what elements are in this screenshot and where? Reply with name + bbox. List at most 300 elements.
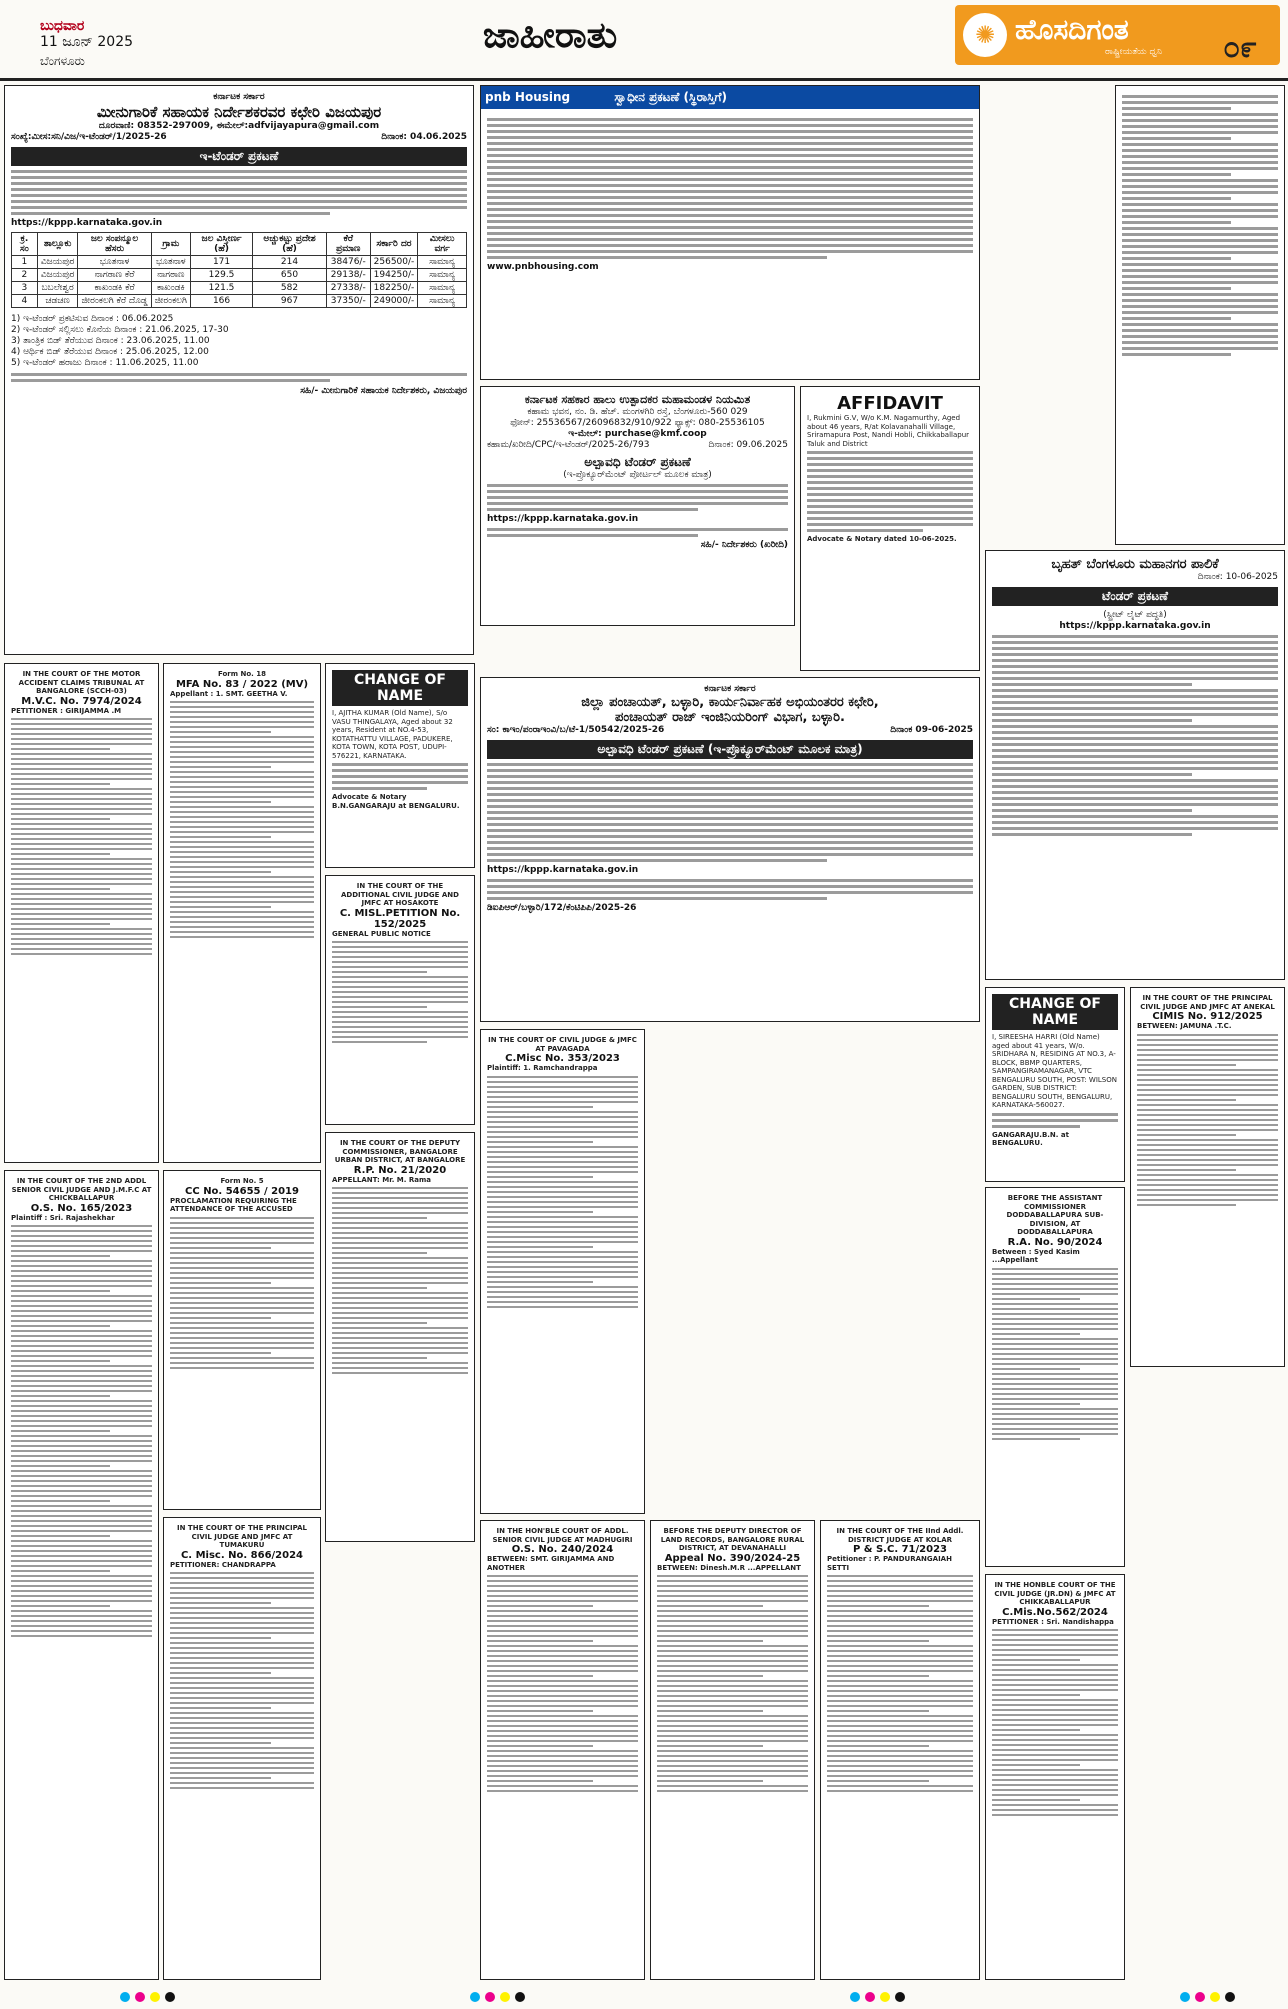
text-line <box>1137 1184 1278 1186</box>
text-line <box>487 1251 638 1253</box>
court-case-number: CIMIS No. 912/2025 <box>1152 1011 1263 1022</box>
text-line <box>827 1600 973 1602</box>
text-line <box>1137 1194 1278 1196</box>
registration-mark <box>1225 1992 1235 2002</box>
text-line <box>657 1640 763 1642</box>
registration-mark <box>865 1992 875 2002</box>
text-line <box>332 1262 468 1264</box>
text-line <box>11 1255 110 1257</box>
text-line <box>332 1237 468 1239</box>
text-line <box>992 1363 1118 1365</box>
text-line <box>11 1265 152 1267</box>
text-line <box>827 1625 973 1627</box>
court-case-number: M.V.C. No. 7974/2024 <box>21 695 142 707</box>
text-line <box>170 886 314 888</box>
text-line <box>170 836 271 838</box>
text-line <box>11 1390 152 1392</box>
text-line <box>170 716 314 718</box>
table-cell: 650 <box>253 269 327 282</box>
text-line <box>827 1740 973 1742</box>
kmf-org: ಕರ್ನಾಟಕ ಸಹಕಾರ ಹಾಲು ಉತ್ಪಾದಕರ ಮಹಾಮಂಡಳ ನಿಯಮಿತ <box>524 393 751 406</box>
text-line <box>1137 1069 1278 1071</box>
text-line <box>487 1625 638 1627</box>
text-line <box>1137 1114 1278 1116</box>
text-line <box>827 1630 973 1632</box>
text-line <box>332 1197 468 1199</box>
text-line <box>992 1413 1118 1415</box>
text-line <box>170 931 314 933</box>
text-line <box>11 918 152 920</box>
text-line <box>487 1116 638 1118</box>
text-line <box>170 711 314 713</box>
text-line <box>170 1582 314 1584</box>
bbmp-subtitle: (ಸ್ಟ್ರೀಟ್ ಲೈಟ್ ಪದ್ಧತಿ) <box>1103 610 1167 620</box>
text-line <box>487 1081 638 1083</box>
table-cell: ಕಾಖಂಡಕಿ <box>151 282 190 295</box>
court-title: IN THE HONBLE COURT OF THE CIVIL JUDGE (JR.DN) & JMFC AT CHIKKABALLAPUR <box>994 1581 1116 1606</box>
text-line <box>11 1360 110 1362</box>
text-line <box>170 921 314 923</box>
text-line <box>11 1245 152 1247</box>
text-line <box>487 1655 638 1657</box>
table-cell: ಸಾಮಾನ್ಯ <box>418 295 467 308</box>
text-line <box>657 1630 808 1632</box>
court-case-number: C.Misc No. 353/2023 <box>505 1053 620 1064</box>
text-line <box>657 1610 808 1612</box>
text-line <box>11 1335 152 1337</box>
text-line <box>992 1709 1118 1711</box>
text-line <box>11 1515 152 1517</box>
text-line <box>992 1433 1118 1435</box>
text-line <box>170 1337 314 1339</box>
table-cell: 121.5 <box>190 282 252 295</box>
text-line <box>11 1405 152 1407</box>
text-line <box>487 1276 638 1278</box>
text-line <box>992 1719 1118 1721</box>
text-line <box>657 1665 808 1667</box>
bbmp-tender-notice <box>985 550 1285 980</box>
text-line <box>170 1672 271 1674</box>
text-line <box>992 1794 1118 1796</box>
text-line <box>170 1217 314 1219</box>
text-line <box>1137 1199 1278 1201</box>
text-line <box>332 1232 468 1234</box>
text-line <box>657 1645 808 1647</box>
text-line <box>11 783 110 785</box>
table-cell: 182250/- <box>370 282 418 295</box>
text-line <box>170 776 314 778</box>
text-line <box>170 706 314 708</box>
text-line <box>1137 1109 1278 1111</box>
registration-mark <box>895 1992 905 2002</box>
text-line <box>487 1121 638 1123</box>
text-line <box>170 1777 271 1779</box>
right-column-notice <box>1115 85 1285 545</box>
text-line <box>332 1342 468 1344</box>
text-line <box>11 1570 110 1572</box>
text-line <box>11 1325 110 1327</box>
court-notice <box>325 875 475 1125</box>
text-line <box>487 1226 638 1228</box>
ballari-ref: ಸಂ: ಕಾಇಂ/ಪಂರಾಇಂವಿ/ಬ/ಟೆ-1/50542/2025-26 <box>487 725 665 735</box>
text-line <box>170 1367 314 1369</box>
dept-contact: ದೂರವಾಣಿ: 08352-297009, ಈಮೇಲ್:adfvijayapura@gmail.com <box>98 121 380 131</box>
dept-name: ಮೀನುಗಾರಿಕೆ ಸಹಾಯಕ ನಿರ್ದೇಶಕರವರ ಕಛೇರಿ ವಿಜಯಪುರ <box>96 103 382 121</box>
pnb-website[interactable]: www.pnbhousing.com <box>487 262 599 272</box>
text-line <box>992 1383 1118 1385</box>
text-line <box>11 1545 152 1547</box>
text-line <box>11 813 152 815</box>
text-line <box>170 736 314 738</box>
text-line <box>1137 1049 1278 1051</box>
text-line <box>11 843 152 845</box>
table-cell: ಭೂತನಾಳ <box>151 256 190 269</box>
kmf-signature: ಸಹಿ/- ನಿರ್ದೇಶಕರು (ಖರೀದಿ) <box>700 540 788 550</box>
text-line <box>332 976 468 978</box>
text-line <box>332 946 468 948</box>
text-line <box>170 811 314 813</box>
text-line <box>11 1530 152 1532</box>
text-line <box>992 1393 1118 1395</box>
ballari-body <box>487 763 973 862</box>
text-line <box>992 1744 1118 1746</box>
change-of-name-1-sign: Advocate & Notary B.N.GANGARAJU at BENGALURU. <box>332 793 460 810</box>
text-line <box>332 1187 468 1189</box>
text-line <box>992 1428 1118 1430</box>
text-line <box>1137 1154 1278 1156</box>
text-line <box>827 1730 973 1732</box>
text-line <box>487 1710 593 1712</box>
text-line <box>827 1635 973 1637</box>
text-line <box>992 1323 1118 1325</box>
tender-notice-vijayapura <box>4 85 474 655</box>
text-line <box>332 981 468 983</box>
text-line <box>827 1610 973 1612</box>
court-title: IN THE COURT OF THE MOTOR ACCIDENT CLAIMS TRIBUNAL AT BANGALORE (SCCH-03) <box>18 670 145 695</box>
newspaper-tagline: ರಾಷ್ಟ್ರೀಯತೆಯ ಧ್ವನಿ <box>1105 47 1162 57</box>
portal-link[interactable]: https://kppp.karnataka.gov.in <box>11 218 163 228</box>
text-line <box>487 1680 638 1682</box>
text-line <box>170 781 314 783</box>
text-line <box>11 1295 152 1297</box>
text-line <box>657 1620 808 1622</box>
text-line <box>332 1337 468 1339</box>
tender-col-header: ಗ್ರಾಮ <box>151 233 190 256</box>
text-line <box>11 1535 110 1537</box>
text-line <box>827 1710 929 1712</box>
text-line <box>170 1772 314 1774</box>
text-line <box>11 1485 152 1487</box>
text-line <box>170 1322 314 1324</box>
text-line <box>992 1809 1118 1811</box>
text-line <box>1137 1164 1278 1166</box>
court-case-number: R.A. No. 90/2024 <box>1007 1236 1103 1248</box>
text-line <box>1137 1039 1278 1041</box>
text-line <box>827 1760 973 1762</box>
text-line <box>487 1615 638 1617</box>
text-line <box>992 1273 1118 1275</box>
text-line <box>170 1702 314 1704</box>
text-line <box>11 728 152 730</box>
text-line <box>11 1415 152 1417</box>
text-line <box>170 1332 314 1334</box>
text-line <box>170 1657 314 1659</box>
text-line <box>11 1575 152 1577</box>
text-line <box>487 1186 638 1188</box>
text-line <box>827 1765 973 1767</box>
text-line <box>170 1252 314 1254</box>
table-row <box>12 295 467 308</box>
text-line <box>1137 1204 1236 1206</box>
text-line <box>657 1635 808 1637</box>
text-line <box>992 1724 1118 1726</box>
text-line <box>487 1790 638 1792</box>
text-line <box>11 1470 152 1472</box>
text-line <box>170 766 271 768</box>
text-line <box>992 1714 1118 1716</box>
text-line <box>332 1257 468 1259</box>
court-title: BEFORE THE DEPUTY DIRECTOR OF LAND RECORDS, BANGALORE RURAL DISTRICT, AT DEVANAHALLI <box>660 1527 805 1552</box>
text-line <box>11 878 152 880</box>
text-line <box>170 1677 314 1679</box>
table-cell: ಸಾಮಾನ್ಯ <box>418 282 467 295</box>
text-line <box>170 1727 314 1729</box>
text-line <box>170 1352 271 1354</box>
text-line <box>170 1732 314 1734</box>
text-line <box>827 1695 973 1697</box>
text-line <box>657 1580 808 1582</box>
court-notice <box>4 663 159 1163</box>
text-line <box>332 1347 468 1349</box>
pnb-body <box>481 109 979 279</box>
text-line <box>992 1373 1118 1375</box>
text-line <box>170 926 314 928</box>
text-line <box>170 1662 314 1664</box>
text-line <box>487 1126 638 1128</box>
text-line <box>332 1282 468 1284</box>
text-line <box>170 1692 314 1694</box>
table-cell: ನಾಗಠಾಣ <box>151 269 190 282</box>
text-line <box>170 1757 314 1759</box>
text-line <box>170 1227 314 1229</box>
text-line <box>11 1550 152 1552</box>
text-line <box>11 753 152 755</box>
table-cell: ವಿಜಯಪುರ <box>37 269 78 282</box>
text-line <box>657 1730 808 1732</box>
text-line <box>487 1211 593 1213</box>
text-line <box>657 1585 808 1587</box>
text-line <box>487 1660 638 1662</box>
table-cell: ಜೀರಂಕಲಗಿ <box>151 295 190 308</box>
text-line <box>487 1151 638 1153</box>
text-line <box>1137 1169 1236 1171</box>
text-line <box>170 861 314 863</box>
text-line <box>992 1308 1118 1310</box>
text-line <box>170 1292 314 1294</box>
text-line <box>827 1645 973 1647</box>
text-line <box>332 1322 427 1324</box>
text-line <box>11 1580 152 1582</box>
table-cell: 2 <box>12 269 38 282</box>
table-cell: ವಿಜಯಪುರ <box>37 256 78 269</box>
text-line <box>332 1001 468 1003</box>
table-cell: 129.5 <box>190 269 252 282</box>
text-line <box>992 1784 1118 1786</box>
text-line <box>11 1425 152 1427</box>
text-line <box>11 1395 110 1397</box>
text-line <box>487 1740 638 1742</box>
section-title: ಜಾಹೀರಾತು <box>482 14 618 56</box>
court-title: BEFORE THE ASSISTANT COMMISSIONER DODDABALLAPURA SUB-DIVISION, AT DODDABALLAPURA <box>1006 1194 1104 1236</box>
text-line <box>11 1445 152 1447</box>
text-line <box>657 1680 808 1682</box>
pnb-possession-notice <box>480 85 980 380</box>
text-line <box>170 721 314 723</box>
text-line <box>11 928 152 930</box>
text-line <box>1137 1134 1236 1136</box>
text-line <box>11 913 152 915</box>
kmf-portal[interactable]: https://kppp.karnataka.gov.in <box>487 514 639 524</box>
header-city: ಬೆಂಗಳೂರು <box>40 54 85 68</box>
bbmp-date: ದಿನಾಂಕ: 10-06-2025 <box>1197 572 1278 582</box>
text-line <box>657 1685 808 1687</box>
text-line <box>992 1629 1118 1631</box>
court-party: PETITIONER : Sri. Nandishappa <box>992 1617 1114 1626</box>
text-line <box>11 1435 152 1437</box>
text-line <box>11 818 110 820</box>
tender-col-header: ತಾಲ್ಲೂಕು <box>37 233 78 256</box>
text-line <box>1137 1054 1278 1056</box>
text-line <box>170 1262 314 1264</box>
header-divider <box>0 78 1288 81</box>
text-line <box>170 831 314 833</box>
court-party: Between : Syed Kasim ...Appellant <box>992 1247 1080 1264</box>
text-line <box>170 1267 314 1269</box>
tender-date-item: 4) ಆರ್ಥಿಕ ಬಿಡ್ ತೆರೆಯುವ ದಿನಾಂಕ : 25.06.2025, 12.00 <box>11 347 209 357</box>
table-cell: 967 <box>253 295 327 308</box>
text-line <box>487 1101 638 1103</box>
text-line <box>170 796 314 798</box>
text-line <box>170 1237 314 1239</box>
text-line <box>992 1804 1118 1806</box>
text-line <box>487 1720 638 1722</box>
text-line <box>827 1680 973 1682</box>
affidavit-lead: I, Rukmini G.V, W/o K.M. Nagamurthy, Aged about 46 years, R/at Kolavanahalli Village, Sriramapura Post, Nandi Hobli, Chikkaballapur Taluk and District <box>807 414 970 448</box>
text-line <box>487 1670 638 1672</box>
court-party: PROCLAMATION REQUIRING THE ATTENDANCE OF THE ACCUSED <box>170 1196 297 1213</box>
text-line <box>992 1679 1118 1681</box>
pnb-header <box>481 86 979 109</box>
ballari-portal[interactable]: https://kppp.karnataka.gov.in <box>487 865 639 875</box>
text-line <box>11 838 152 840</box>
court-case-number: C.Mis.No.562/2024 <box>1002 1606 1108 1618</box>
table-cell: ಕಾಖಂಡಕಿ ಕೆರೆ <box>78 282 151 295</box>
text-line <box>170 851 314 853</box>
text-line <box>170 1307 314 1309</box>
court-case-number: MFA No. 83 / 2022 (MV) <box>175 678 309 690</box>
text-line <box>170 1632 314 1634</box>
bbmp-portal[interactable]: https://kppp.karnataka.gov.in <box>1059 621 1211 631</box>
text-line <box>487 1231 638 1233</box>
pnb-title: ಸ್ವಾಧೀನ ಪ್ರಕಟಣೆ (ಸ್ಥಿರಾಸ್ತಿಗೆ) <box>614 90 727 104</box>
notice-title: ಇ-ಟೆಂಡರ್ ಪ್ರಕಟಣೆ <box>11 147 467 166</box>
ballari-gov: ಕರ್ನಾಟಕ ಸರ್ಕಾರ <box>704 684 756 694</box>
text-line <box>170 901 314 903</box>
text-line <box>487 1136 638 1138</box>
text-line <box>487 1770 638 1772</box>
notice-signature: ಸಹಿ/- ಮೀನುಗಾರಿಕೆ ಸಹಾಯಕ ನಿರ್ದೇಶಕರು, ವಿಜಯಪುರ <box>300 386 467 396</box>
text-line <box>657 1675 763 1677</box>
text-line <box>487 1590 638 1592</box>
text-line <box>487 1620 638 1622</box>
text-line <box>170 756 314 758</box>
text-line <box>11 1460 152 1462</box>
text-line <box>11 908 152 910</box>
text-line <box>992 1423 1118 1425</box>
text-line <box>487 1216 638 1218</box>
text-line <box>657 1760 808 1762</box>
text-line <box>11 793 152 795</box>
text-line <box>170 856 314 858</box>
text-line <box>11 1310 152 1312</box>
table-cell: 166 <box>190 295 252 308</box>
court-party: BETWEEN: JAMUNA .T.C. <box>1137 1022 1232 1030</box>
text-line <box>992 1398 1118 1400</box>
text-line <box>11 848 152 850</box>
text-line <box>487 1735 638 1737</box>
text-line <box>170 1297 314 1299</box>
text-line <box>11 1505 152 1507</box>
text-line <box>827 1705 973 1707</box>
text-line <box>170 1622 314 1624</box>
text-line <box>992 1313 1118 1315</box>
text-line <box>487 1196 638 1198</box>
text-line <box>1137 1059 1278 1061</box>
text-line <box>487 1575 638 1577</box>
text-line <box>827 1755 973 1757</box>
text-line <box>827 1700 973 1702</box>
court-case-number: CC No. 54655 / 2019 <box>185 1185 299 1197</box>
text-line <box>487 1156 638 1158</box>
text-line <box>332 1357 427 1359</box>
text-line <box>170 1257 314 1259</box>
text-line <box>827 1745 929 1747</box>
kmf-subtitle: (ಇ-ಪ್ರೊಕ್ಯೂರ್‌ಮೆಂಟ್ ಪೋರ್ಟಲ್ ಮೂಲಕ ಮಾತ್ರ) <box>563 470 712 480</box>
text-line <box>11 1630 152 1632</box>
text-line <box>11 768 152 770</box>
text-line <box>170 841 314 843</box>
kmf-title: ಅಲ್ಪಾವಧಿ ಟೆಂಡರ್ ಪ್ರಕಟಣೆ <box>584 455 691 469</box>
text-line <box>1137 1124 1278 1126</box>
text-line <box>11 1385 152 1387</box>
text-line <box>11 943 152 945</box>
text-line <box>487 1191 638 1193</box>
text-line <box>657 1785 808 1787</box>
text-line <box>332 956 468 958</box>
text-line <box>992 1734 1118 1736</box>
table-cell: 37350/- <box>326 295 370 308</box>
text-line <box>332 1317 468 1319</box>
text-line <box>11 1375 152 1377</box>
text-line <box>657 1750 808 1752</box>
text-line <box>11 948 152 950</box>
text-line <box>170 1647 314 1649</box>
text-line <box>487 1785 638 1787</box>
text-line <box>332 1272 468 1274</box>
text-line <box>992 1408 1118 1410</box>
table-cell: ನಾಗಠಾಣ ಕೆರೆ <box>78 269 151 282</box>
text-line <box>11 1290 110 1292</box>
